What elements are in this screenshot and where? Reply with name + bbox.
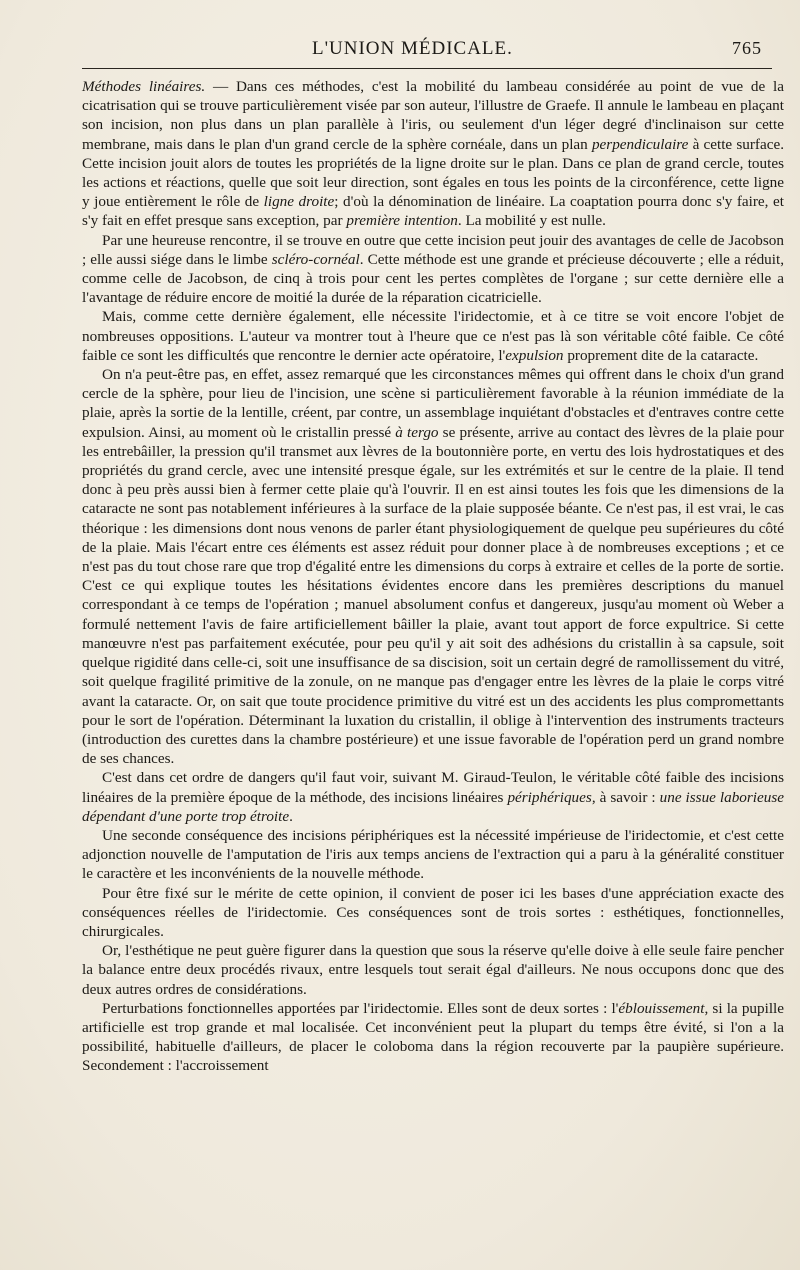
text-run: Par une heureuse rencontre, il se trouve en outre que cette incision peut jouir des avantages de celle de Jacobson ; elle aussi siége dans le limbe: [82, 231, 784, 268]
paragraph: [82, 941, 784, 999]
paragraph: [82, 999, 784, 1076]
paragraph: [82, 826, 784, 884]
italic-run: expulsion: [505, 346, 564, 364]
italic-run: scléro-cornéal: [271, 250, 360, 268]
text-run: à cette surface. Cette incision jouit alors de toutes les propriétés de la ligne droite sur le plan. Dans ce plan de grand cercle, toutes les actions et réactions, quelle que soit leur direction, sont égales en tous les points de la circonférence, cette ligne y joue entièrement le rôle de: [82, 135, 784, 211]
text-run: ; d'où la dénomination de linéaire. La coaptation pourra donc s'y faire, et s'y fait en effet presque sans exception, par: [82, 193, 784, 230]
paragraph: [82, 884, 784, 942]
paragraph: [82, 768, 784, 826]
text-run: , si la pupille artificielle est trop grande et mal localisée. Cet inconvénient peut la plupart du temps être évité, si l'on a la possibilité, habituelle d'ailleurs, de placer le coloboma dans la région recouverte par la paupière supérieure. Secondement : l'accroissement: [82, 999, 784, 1075]
paragraph: [82, 307, 784, 365]
article-body: [82, 77, 784, 1076]
italic-run: Méthodes linéaires.: [82, 78, 206, 95]
text-run: se présente, arrive au contact des lèvres de la plaie pour les entrebâiller, la pression qu'il transmet aux lèvres de la boutonnière porte, en vertu des lois hydrostatiques et des propriétés du grand cercle, avec une intensité presque égale, sur les extrémités et sur le centre de la plaie. Il tend donc à peu près aussi bien à fermer cette plaie qu'à l'ouvrir. Il en est ainsi toutes les fois que les dimensions de la cataracte ne sont pas notablement inférieures à la surface de la plaie supposée béante. Ce n'est pas, il est vrai, le cas théorique : les dimensions dont nous venons de parler étant physiologiquement de quelque peu supérieures du côté de la plaie. Mais l'écart entre ces éléments est assez réduit pour donner place à de nombreuses exceptions ; et ce n'est pas du tout chose rare que trop d'égalité entre les dimensions du corps à extraire et celles de la porte de sortie. C'est ce qui explique toutes les hésitations évidentes encore dans les premières descriptions du manuel correspondant à ce temps de l'opération ; manuel absolument confus et dangereux, jusqu'au moment où Weber a formulé nettement l'avis de faire artificiellement bâiller la plaie, avant tout apport de force expultrice. Si cette manœuvre n'est pas parfaitement exécutée, pour peu qu'il y ait soit des adhésions du cristallin à sa capsule, soit quelque rigidité dans celle-ci, soit une insuffisance de sa discision, soit un certain degré de ramollissement du vitré, soit quelque fragilité primitive de la zonule, on ne manque pas d'engager entre les lèvres de la plaie le corps vitré avant la cataracte. Or, on sait que toute procidence primitive du vitré est un des accidents les plus compromettants pour le sort de l'opération. Déterminant la luxation du cristallin, il oblige à l'intervention des instruments tracteurs (introduction des curettes dans la chambre postérieure) et une issue favorable de l'opération perd un grand nombre de ses chances.: [82, 423, 784, 768]
header-rule: [82, 68, 772, 69]
text-run: Mais, comme cette dernière également, elle nécessite l'iridectomie, et à ce titre se voit encore l'objet de nombreuses oppositions. L'auteur va montrer tout à l'heure que ce n'est pas là son véritable côté faible. Ce côté faible ce sont les difficultés que rencontre le dernier acte opératoire, l': [82, 308, 784, 364]
paragraph: [82, 231, 784, 308]
text-run: Or, l'esthétique ne peut guère figurer dans la question que sous la réserve qu'elle doive à elle seule faire pencher la balance entre deux procédés rivaux, entre lesquels tout serait égal d'ailleurs. Ne nous occupons donc que des deux autres ordres de considérations.: [82, 942, 784, 998]
text-run: , à savoir :: [591, 788, 660, 806]
paragraph: [82, 365, 784, 768]
journal-title: L'UNION MÉDICALE.: [312, 38, 513, 59]
text-run: Une seconde conséquence des incisions périphériques est la nécessité impérieuse de l'iridectomie, et c'est cette adjonction nouvelle de l'amputation de l'iris aux temps anciens de l'extraction qui a paru à la généralité constituer le caractère et les inconvénients de la nouvelle méthode.: [82, 826, 784, 883]
text-run: . Cette méthode est une grande et précieuse découverte ; elle a réduit, comme celle de Jacobson, de cinq à trois pour cent les pertes complètes de l'organe ; sur cette dernière elle a l'avantage de réduire encore de moitié la durée de la réparation cicatricielle.: [82, 250, 784, 307]
italic-run: une issue laborieuse dépendant d'une porte trop étroite: [82, 788, 785, 825]
text-run: .: [289, 807, 293, 825]
italic-run: périphériques: [507, 788, 592, 806]
text-run: — Dans ces méthodes, c'est la mobilité du lambeau considérée au point de vue de la cicatrisation qui se trouve particulièrement visée par son auteur, l'illustre de Graefe. Il annule le lambeau en plaçant son incision, non plus dans un plan parallèle à l'iris, ou seulement d'un léger degré d'inclinaison sur cette membrane, mais dans le plan d'un grand cercle de la sphère cornéale, dans un plan: [82, 78, 784, 153]
italic-run: ligne droite: [263, 193, 335, 211]
text-run: On n'a peut-être pas, en effet, assez remarqué que les circonstances mêmes qui offrent dans le choix d'un grand cercle de la sphère, pour lieu de l'incision, une scène si particulièrement favorable à la réunion immédiate de la plaie, après la sortie de la lentille, créent, par contre, un assemblage inquiétant d'obstacles et d'entraves contre cette expulsion. Ainsi, au moment où le cristallin pressé: [82, 366, 784, 441]
italic-run: à tergo: [395, 423, 439, 441]
text-run: proprement dite de la cataracte.: [563, 346, 759, 364]
page-number: 765: [732, 38, 762, 58]
italic-run: éblouissement: [618, 999, 705, 1017]
text-run: Perturbations fonctionnelles apportées par l'iridectomie. Elles sont de deux sortes : l': [102, 999, 619, 1017]
italic-run: première intention: [346, 212, 458, 230]
paragraph: [82, 77, 784, 231]
text-run: C'est dans cet ordre de dangers qu'il faut voir, suivant M. Giraud-Teulon, le véritable côté faible des incisions linéaires de la première époque de la méthode, des incisions linéaires: [82, 769, 784, 806]
text-run: Pour être fixé sur le mérite de cette opinion, il convient de poser ici les bases d'une appréciation exacte des conséquences réelles de l'iridectomie. Ces conséquences sont de trois sortes : esthétiques, fonctionnelles, chirurgicales.: [82, 884, 784, 940]
running-head: [82, 38, 780, 64]
text-run: . La mobilité y est nulle.: [457, 212, 606, 230]
italic-run: perpendiculaire: [591, 135, 689, 153]
